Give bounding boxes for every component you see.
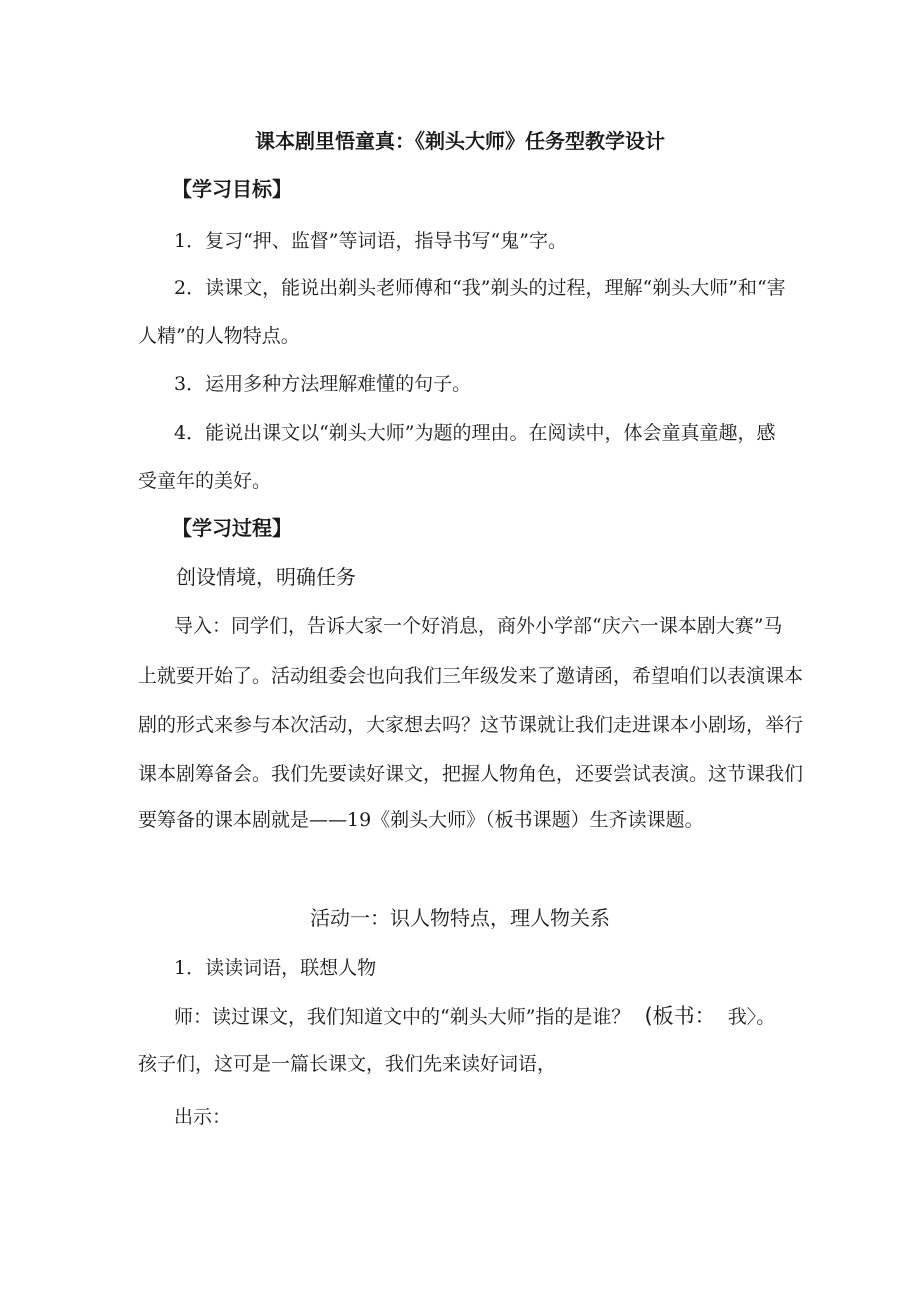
objectives-heading: 【学习目标】 (172, 177, 292, 201)
objective-item-3: 3．运用多种方法理解难懂的句子。 (174, 373, 472, 395)
intro-line-5: 要筹备的课本剧就是——19《剃头大师》（板书课题）生齐读课题。 (138, 809, 704, 831)
objective-item-2: 2．读课文，能说出剃头老师傅和“我”剃头的过程，理解“剃头大师”和“害 (174, 277, 786, 299)
intro-line-4: 课本剧筹备会。我们先要读好课文，把握人物角色，还要尝试表演。这节课我们 (138, 763, 804, 785)
objective-item-4: 4．能说出课文以“剃头大师”为题的理由。在阅读中，体会童真童趣，感 (174, 422, 776, 444)
process-subheading: 创设情境，明确任务 (176, 565, 356, 589)
show-label: 出示： (174, 1106, 232, 1128)
objective-item-1: 1．复习“押、监督”等词语，指导书写“鬼”字。 (174, 230, 567, 252)
teacher-question-line (174, 1004, 775, 1029)
teacher-question: 师：读过课文，我们知道文中的“剃头大师”指的是谁？ (174, 1006, 631, 1028)
board-label: (板书： (644, 1004, 716, 1028)
objective-item-2-cont: 人精”的人物特点。 (138, 325, 300, 347)
objective-item-4-cont: 受童年的美好。 (138, 470, 272, 492)
intro-line-3: 剧的形式来参与本次活动，大家想去吗？这节课就让我们走进课本小剧场，举行 (138, 714, 804, 736)
intro-line-1: 导入：同学们，告诉大家一个好消息，商外小学部“庆六一课本剧大赛”马 (174, 615, 783, 637)
process-heading: 【学习过程】 (172, 516, 292, 540)
board-value: 我〉。 (727, 1006, 776, 1028)
activity1-heading: 活动一：识人物特点，理人物关系 (310, 906, 610, 930)
intro-line-2: 上就要开始了。活动组委会也向我们三年级发来了邀请函，希望咱们以表演课本 (138, 665, 804, 687)
teacher-line-2: 孩子们，这可是一篇长课文，我们先来读好词语， (138, 1053, 557, 1075)
activity1-step-1: 1．读读词语，联想人物 (174, 957, 377, 979)
document-title: 课本剧里悟童真：《剃头大师》任务型教学设计 (255, 129, 665, 153)
